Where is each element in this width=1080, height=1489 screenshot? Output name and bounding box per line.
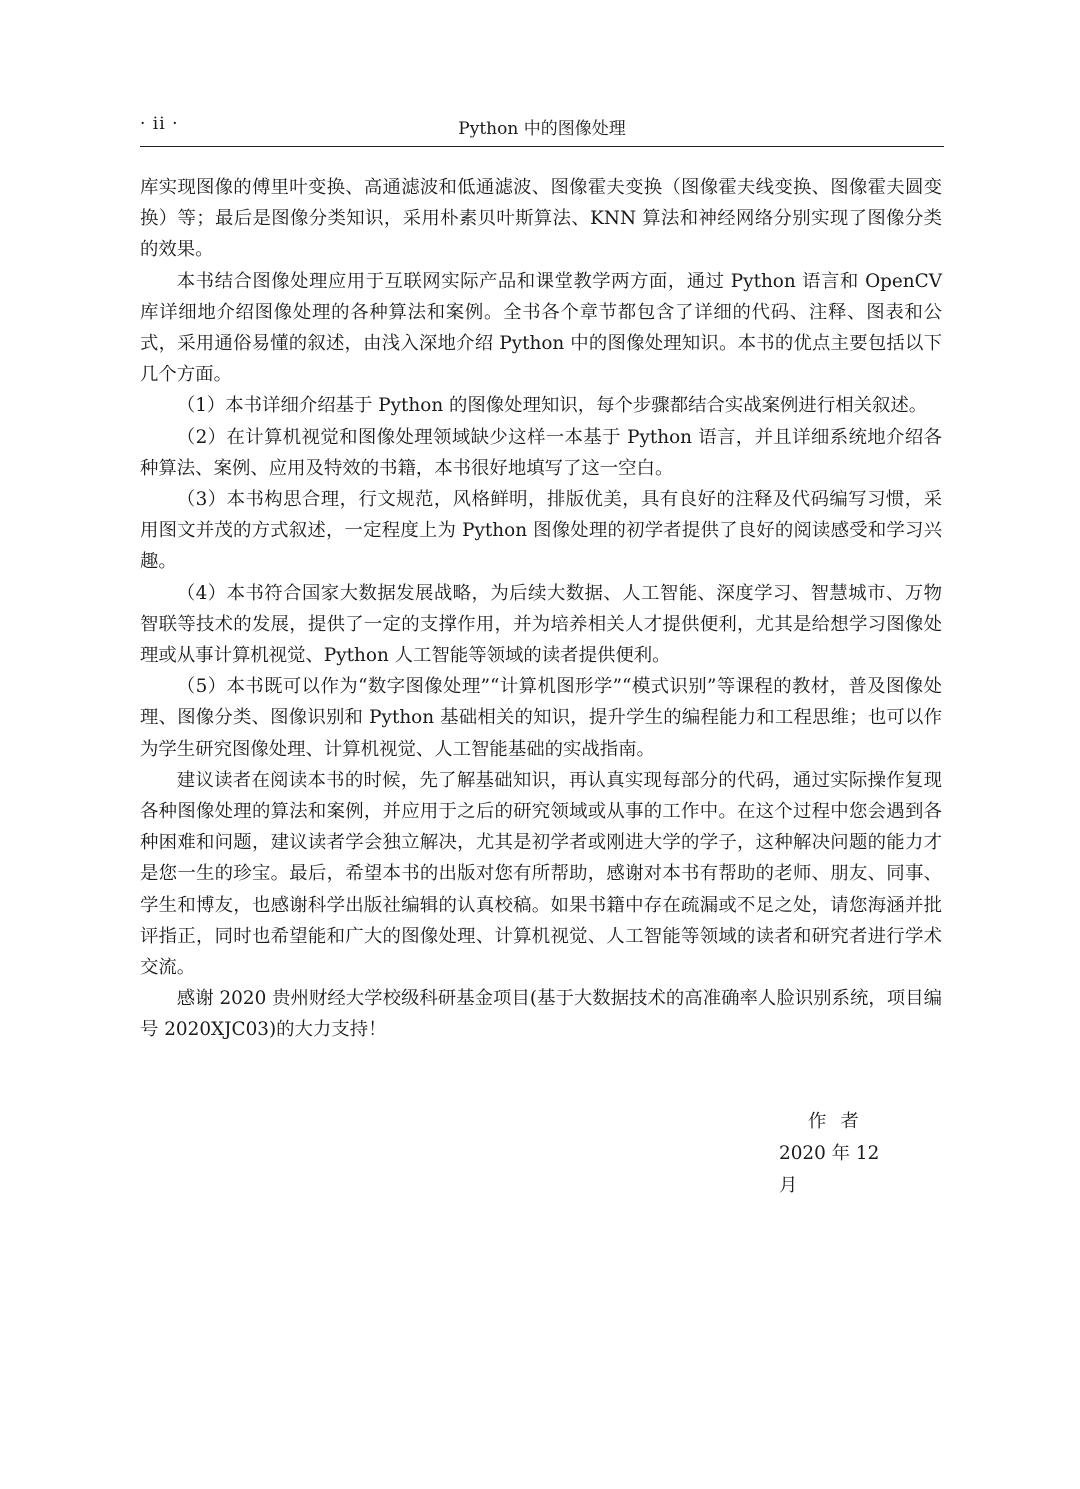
running-title: Python 中的图像处理 <box>458 119 626 139</box>
paragraph-advantage-5: （5）本书既可以作为“数字图像处理”“计算机图形学”“模式识别”等课程的教材，普及图像处理、图像分类、图像识别和 Python 基础相关的知识，提升学生的编程能力和工程思维；也可以作为学生研究图像处理、计算机视觉、人工智能基础的实战指南。 <box>140 676 942 760</box>
signature-date: 2020 年 12 月 <box>779 1143 880 1196</box>
page-header <box>140 112 944 147</box>
paragraph-advantage-1: （1）本书详细介绍基于 Python 的图像处理知识，每个步骤都结合实战案例进行相关叙述。 <box>176 395 928 417</box>
paragraph-advantage-4: （4）本书符合国家大数据发展战略，为后续大数据、人工智能、深度学习、智慧城市、万物智联等技术的发展，提供了一定的支撑作用，并为培养相关人才提供便利，尤其是给想学习图像处理或从事计算机视觉、Python 人工智能等领域的读者提供便利。 <box>140 582 942 667</box>
paragraph-reading-advice: 建议读者在阅读本书的时候，先了解基础知识，再认真实现每部分的代码，通过实际操作复现各种图像处理的算法和案例，并应用于之后的研究领域或从事的工作中。在这个过程中您会遇到各种困难和问题，建议读者学会独立解决，尤其是初学者或刚进大学的学子，这种解决问题的能力才是您一生的珍宝。最后，希望本书的出版对您有所帮助，感谢对本书有帮助的老师、朋友、同事、学生和博友，也感谢科学出版社编辑的认真校稿。如果书籍中存在疏漏或不足之处，请您海涵并批评指正，同时也希望能和广大的图像处理、计算机视觉、人工智能等领域的读者和研究者进行学术交流。 <box>140 769 942 979</box>
body-text <box>140 172 942 1046</box>
paragraph-advantage-3: （3）本书构思合理，行文规范，风格鲜明，排版优美，具有良好的注释及代码编写习惯，采用图文并茂的方式叙述，一定程度上为 Python 图像处理的初学者提供了良好的阅读感受和学习兴趣。 <box>140 489 942 573</box>
paragraph-book-overview: 本书结合图像处理应用于互联网实际产品和课堂教学两方面，通过 Python 语言和 OpenCV 库详细地介绍图像处理的各种算法和案例。全书各个章节都包含了详细的代码、注释、图表和公式，采用通俗易懂的叙述，由浅入深地介绍 Python 中的图像处理知识。本书的优点主要包括以下几个方面。 <box>140 270 942 386</box>
signature-block <box>700 1106 900 1202</box>
paragraph-continuation: 库实现图像的傅里叶变换、高通滤波和低通滤波、图像霍夫变换（图像霍夫线变换、图像霍夫圆变换）等；最后是图像分类知识，采用朴素贝叶斯算法、KNN 算法和神经网络分别实现了图像分类的效果。 <box>140 177 942 261</box>
paragraph-advantage-2: （2）在计算机视觉和图像处理领域缺少这样一本基于 Python 语言，并且详细系统地介绍各种算法、案例、应用及特效的书籍，本书很好地填写了这一空白。 <box>140 426 942 479</box>
page-number: · ii · <box>140 114 179 134</box>
paragraph-acknowledgement: 感谢 2020 贵州财经大学校级科研基金项目(基于大数据技术的高准确率人脸识别系统，项目编号 2020XJC03)的大力支持！ <box>140 988 942 1041</box>
signature-author: 作者 <box>808 1111 873 1132</box>
